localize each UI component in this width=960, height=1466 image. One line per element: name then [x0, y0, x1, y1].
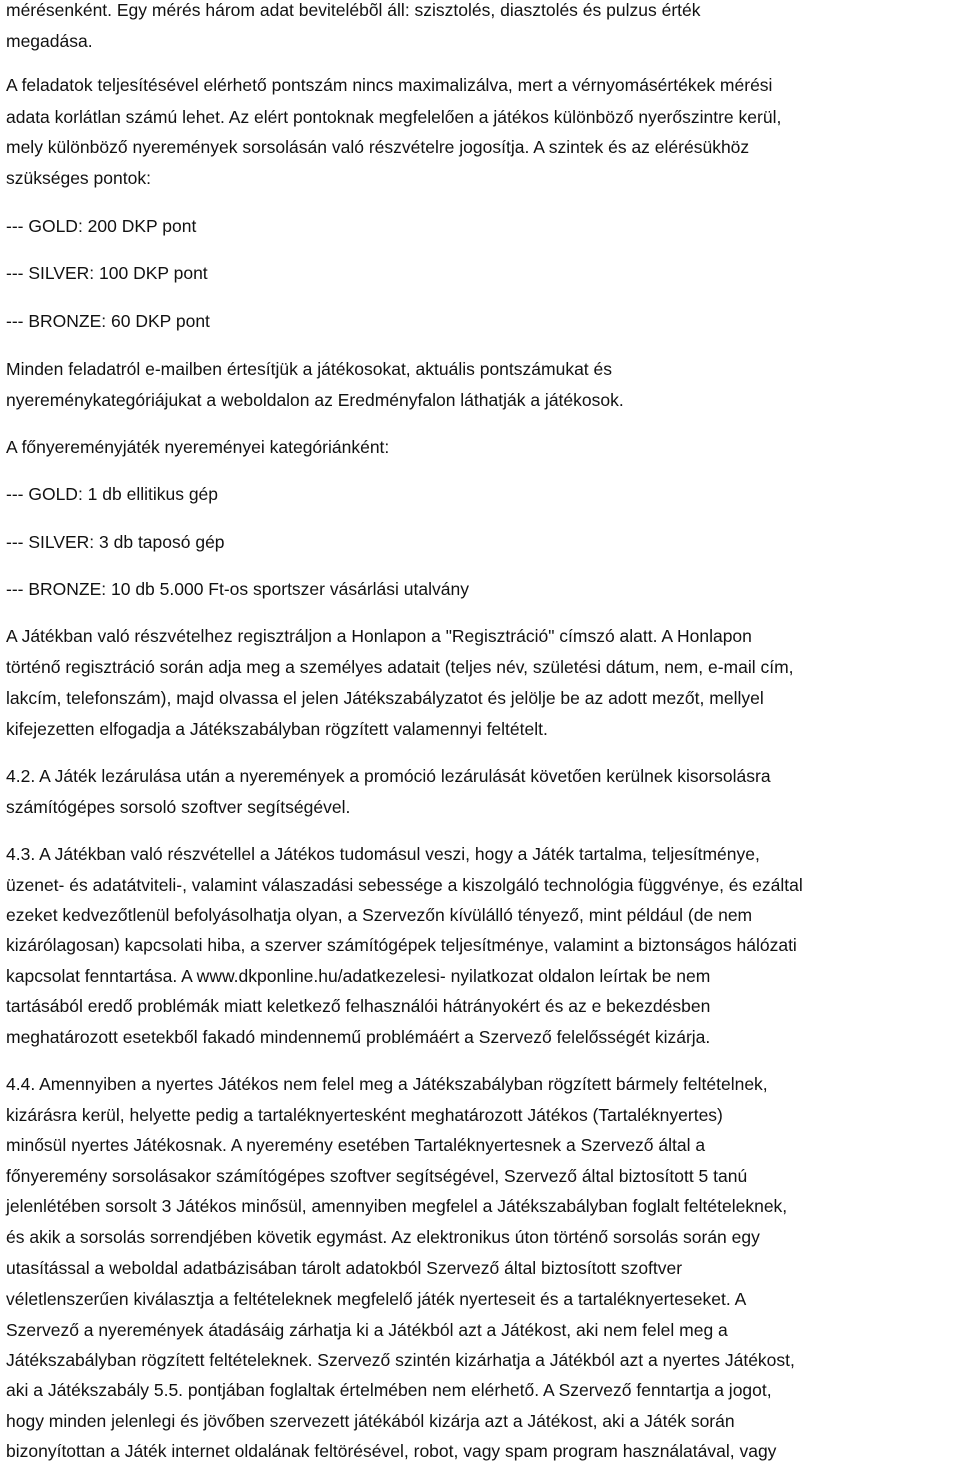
text-line: Szervező a nyeremények átadásáig zárhatja ki a Játékból azt a Játékost, aki nem felel meg a	[6, 1320, 728, 1340]
text-line: A főnyereményjáték nyereményei kategóriánként:	[6, 437, 390, 457]
text-line: mérésenként. Egy mérés három adat bevitelébõl áll: szisztolés, diasztolés és pulzus érték	[6, 0, 701, 20]
text-line: és akik a sorsolás sorrendjében követik egymást. Az elektronikus úton történő sorsolás során egy	[6, 1227, 760, 1247]
list-item-silver-prize: --- SILVER: 3 db taposó gép	[6, 532, 225, 552]
text-line: minősül nyertes Játékosnak. A nyeremény esetében Tartaléknyertesnek a Szervező által a	[6, 1135, 706, 1155]
text-line: mely különböző nyeremények sorsolásán való részvételre jogosítja. A szintek és az elérésükhöz	[6, 137, 750, 157]
list-item-bronze-prize: --- BRONZE: 10 db 5.000 Ft-os sportszer vásárlási utalvány	[6, 579, 469, 599]
text-line: megadása.	[6, 31, 93, 51]
text-line: véletlenszerűen kiválasztja a feltételeknek megfelelő játék nyerteseit és a tartaléknyerteseket. A	[6, 1289, 747, 1309]
text-line: kifejezetten elfogadja a Játékszabályban rögzített valamennyi feltételt.	[6, 719, 548, 739]
text-line: főnyeremény sorsolásakor számítógépes szoftver segítségével, Szervező által biztosított 5 tanú	[6, 1166, 748, 1186]
list-item-bronze-points: --- BRONZE: 60 DKP pont	[6, 311, 210, 331]
text-line: aki a Játékszabály 5.5. pontjában foglaltak értelmében nem elérhető. A Szervező fenntartja a jogot,	[6, 1380, 772, 1400]
text-line: A feladatok teljesítésével elérhető pontszám nincs maximalizálva, mert a vérnyomásértékek mérési	[6, 75, 773, 95]
text-line: számítógépes sorsoló szoftver segítségével.	[6, 797, 351, 817]
text-line: adata korlátlan számú lehet. Az elért pontoknak megfelelően a játékos különböző nyerőszintre kerül,	[6, 107, 782, 127]
text-line: utasítással a weboldal adatbázisában tárolt adatokból Szervező által biztosított szoftver	[6, 1258, 683, 1278]
section-4-4-line: 4.4. Amennyiben a nyertes Játékos nem felel meg a Játékszabályban rögzített bármely feltételnek,	[6, 1074, 768, 1094]
section-4-3-line: 4.3. A Játékban való részvétellel a Játékos tudomásul veszi, hogy a Játék tartalma, teljesítménye,	[6, 844, 760, 864]
list-item-gold-prize: --- GOLD: 1 db ellitikus gép	[6, 484, 219, 504]
text-line: kapcsolat fenntartása. A www.dkponline.hu/adatkezelesi- nyilatkozat oldalon leírtak be nem	[6, 966, 711, 986]
text-line: nyereménykategóriájukat a weboldalon az Eredményfalon láthatják a játékosok.	[6, 390, 624, 410]
list-item-silver-points: --- SILVER: 100 DKP pont	[6, 263, 208, 283]
text-line: szükséges pontok:	[6, 168, 151, 188]
text-line: üzenet- és adatátviteli-, valamint válaszadási sebessége a kiszolgáló technológia függvénye, és ezáltal	[6, 875, 803, 895]
text-line: jelenlétében sorsolt 3 Játékos minősül, amennyiben megfelel a Játékszabályban foglalt feltételeknek,	[6, 1196, 788, 1216]
text-line: hogy minden jelenlegi és jövőben szervezett játékából kizárja azt a Játékost, aki a Játék során	[6, 1411, 735, 1431]
text-line: bizonyítottan a Játék internet oldalának feltörésével, robot, vagy spam program használatával, vagy	[6, 1441, 777, 1461]
section-4-2-line: 4.2. A Játék lezárulása után a nyeremények a promóció lezárulását követően kerülnek kisorsolásra	[6, 766, 771, 786]
text-line: A Játékban való részvételhez regisztráljon a Honlapon a "Regisztráció" címszó alatt. A Honlapon	[6, 626, 752, 646]
text-line: meghatározott esetekből fakadó mindennemű problémáért a Szervező felelősségét kizárja.	[6, 1027, 711, 1047]
text-line: Minden feladatról e-mailben értesítjük a játékosokat, aktuális pontszámukat és	[6, 359, 613, 379]
text-line: kizárólagosan) kapcsolati hiba, a szerver számítógépek teljesítménye, valamint a biztonságos hálózati	[6, 935, 797, 955]
text-line: kizárásra kerül, helyette pedig a tartaléknyertesként meghatározott Játékos (Tartaléknyertes)	[6, 1105, 723, 1125]
text-line: ezeket kedvezőtlenül befolyásolhatja olyan, a Szervezőn kívülálló tényező, mint például (de nem	[6, 905, 753, 925]
text-line: Játékszabályban rögzített feltételeknek. Szervező szintén kizárhatja a Játékból azt a nyertes Játékost,	[6, 1350, 795, 1370]
text-line: lakcím, telefonszám), majd olvassa el jelen Játékszabályzatot és jelölje be az adott mezőt, mellyel	[6, 688, 764, 708]
list-item-gold-points: --- GOLD: 200 DKP pont	[6, 216, 197, 236]
text-line: tartásából eredő problémák miatt keletkező felhasználói hátrányokért és az e bekezdésben	[6, 996, 711, 1016]
text-line: történő regisztráció során adja meg a személyes adatait (teljes név, születési dátum, nem, e-mail cím,	[6, 657, 794, 677]
